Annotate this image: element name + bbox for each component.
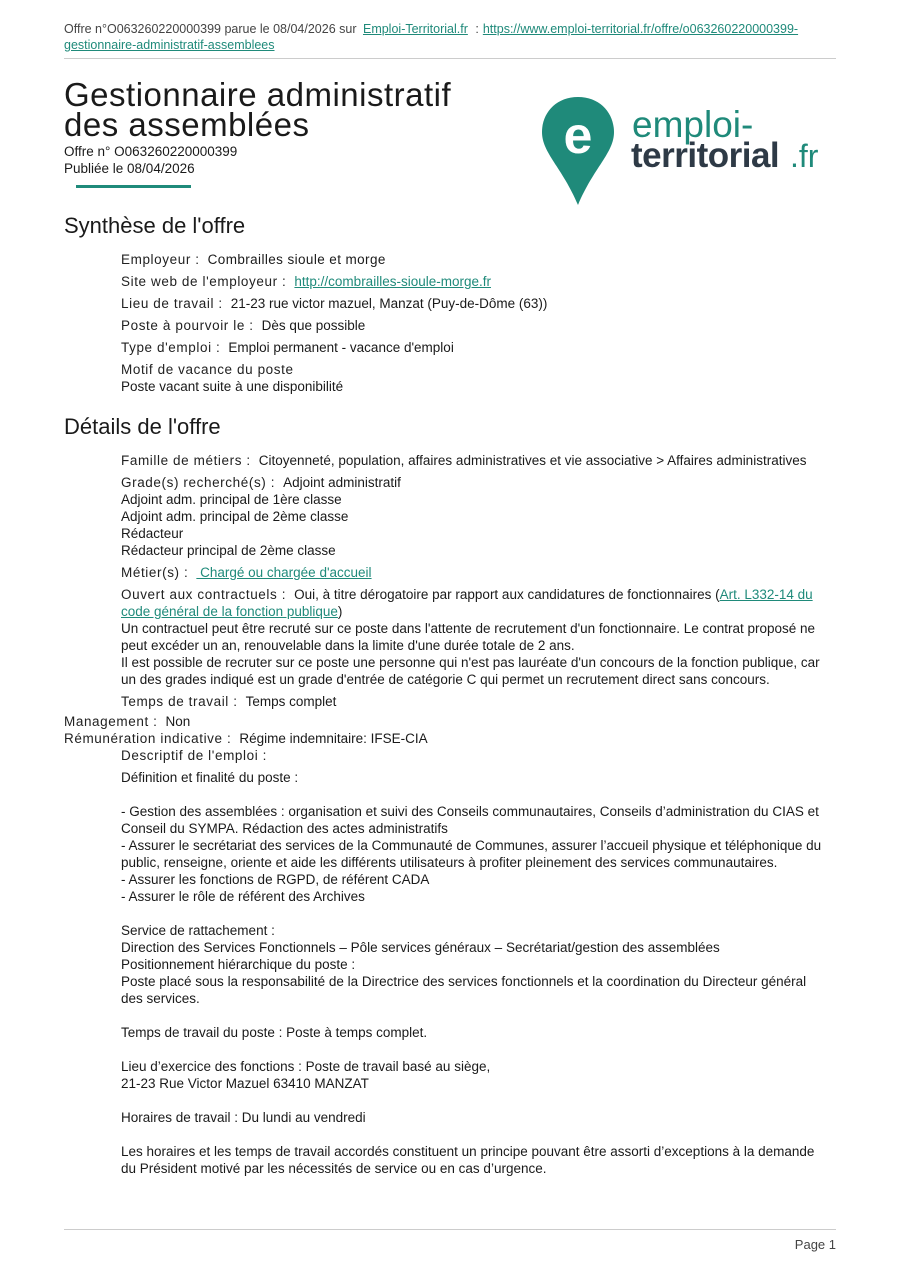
synthese-heading: Synthèse de l'offre — [64, 213, 246, 238]
poste-row: Poste à pourvoir le : Dès que possible — [121, 318, 366, 333]
descriptif-label: Descriptif de l'emploi : — [121, 748, 268, 763]
offer-url-link[interactable]: https://www.emploi-territorial.fr/offre/o063260220000399- gestionnaire-administratif-assemblees — [64, 22, 799, 52]
employeur-row: Employeur : Combrailles sioule et morge — [121, 252, 386, 267]
top-divider — [64, 58, 836, 59]
logo-pin-icon — [540, 95, 830, 210]
bottom-divider — [64, 1229, 836, 1230]
contractuels-row: Ouvert aux contractuels : Oui, à titre dérogatoire par rapport aux candidatures de fonctionnaires (Art. L332-14 du code général de la fonction publique) Un contractuel peut être recruté sur ce poste dans l'attente de recrutement d'un fonctionnaire. Le contrat proposé ne peut excéder un an, renouvelable dans la limite d'une durée totale de 2 ans. Il est possible de recruter sur ce poste une personne qui n'est pas lauréate d'un concours de la fonction publique, car un des grades indiqué est un grade d'entrée de catégorie C qui permet un recrutement direct sans concours. — [121, 587, 820, 687]
offer-number: Offre n° O063260220000399 — [64, 144, 238, 159]
metier-link[interactable]: Chargé ou chargée d'accueil — [196, 565, 372, 580]
temps-row: Temps de travail : Temps complet — [121, 694, 337, 709]
grades-row: Grade(s) recherché(s) : Adjoint administratif Adjoint adm. principal de 1ère classe Adjoint adm. principal de 2ème classe Rédacteur Rédacteur principal de 2ème classe — [121, 475, 401, 558]
descriptif-section: Descriptif de l'emploi : Définition et finalité du poste : - Gestion des assemblées : organisation et suivi des Conseils communautaires, Conseils d’administration du CIAS et Conseil du SYMPA. Rédaction des actes administratifs - Assurer le secrétariat des services de la Communauté de Communes, assurer l’accueil physique et téléphonique du public, renseigne, oriente et aide les différents utilisateurs à profiter pleinement des services communautaires. - Assurer les fonctions de RGPD, de référent CADA - Assurer le rôle de référent des Archives Service de rattachement : Direction des Services Fonctionnels – Pôle services généraux – Secrétariat/gestion des assemblées Positionnement hiérarchique du poste : Poste placé sous la responsabilité de la Directrice des services fonctionnels et la coordination du Directeur général des services. Temps de travail du poste : Poste à temps complet. Lieu d’exercice des fonctions : Poste de travail basé au siège, 21-23 Rue Victor Mazuel 63410 MANZAT Horaires de travail : Du lundi au vendredi Les horaires et les temps de travail accordés constituent un principe pouvant être assorti d’exceptions à la demande du Président motivé par les nécessités de service ou en cas d’urgence. — [121, 747, 831, 1177]
source-line — [64, 21, 836, 53]
lieu-row: Lieu de travail : 21-23 rue victor mazuel, Manzat (Puy-de-Dôme (63)) — [121, 296, 548, 311]
svg-text:emploi-: emploi- — [632, 104, 754, 145]
details-section — [121, 452, 831, 715]
synthese-section — [121, 251, 831, 400]
title-accent-bar — [76, 185, 191, 188]
page-title: Gestionnaire administratif des assemblées — [64, 76, 452, 143]
svg-text:e: e — [563, 107, 593, 165]
source-prefix: Offre n°O063260220000399 parue le 08/04/2026 sur — [64, 22, 357, 36]
emploi-territorial-logo — [540, 95, 830, 210]
site-link[interactable]: Emploi-Territorial.fr — [362, 22, 468, 36]
remuneration-row: Rémunération indicative : Régime indemnitaire: IFSE-CIA — [64, 731, 428, 746]
page-number: Page 1 — [794, 1237, 836, 1252]
offer-meta — [64, 143, 237, 177]
management-row: Management : Non — [64, 714, 191, 729]
metiers-row: Métier(s) : Chargé ou chargée d'accueil — [121, 565, 372, 580]
details-heading: Détails de l'offre — [64, 414, 221, 439]
publication-date: Publiée le 08/04/2026 — [64, 161, 195, 176]
type-row: Type d'emploi : Emploi permanent - vacance d'emploi — [121, 340, 454, 355]
source-colon: : — [475, 22, 479, 36]
site-row: Site web de l'employeur : http://combrailles-sioule-morge.fr — [121, 274, 491, 289]
article-link[interactable]: Art. L332-14 du code général de la fonction publique — [121, 587, 813, 619]
svg-text:.fr: .fr — [790, 138, 819, 174]
famille-row: Famille de métiers : Citoyenneté, population, affaires administratives et vie associative > Affaires administratives — [121, 453, 807, 468]
svg-text:territorial: territorial — [631, 136, 780, 175]
motif-row: Motif de vacance du poste Poste vacant suite à une disponibilité — [121, 362, 344, 394]
employer-website-link[interactable]: http://combrailles-sioule-morge.fr — [294, 274, 491, 289]
